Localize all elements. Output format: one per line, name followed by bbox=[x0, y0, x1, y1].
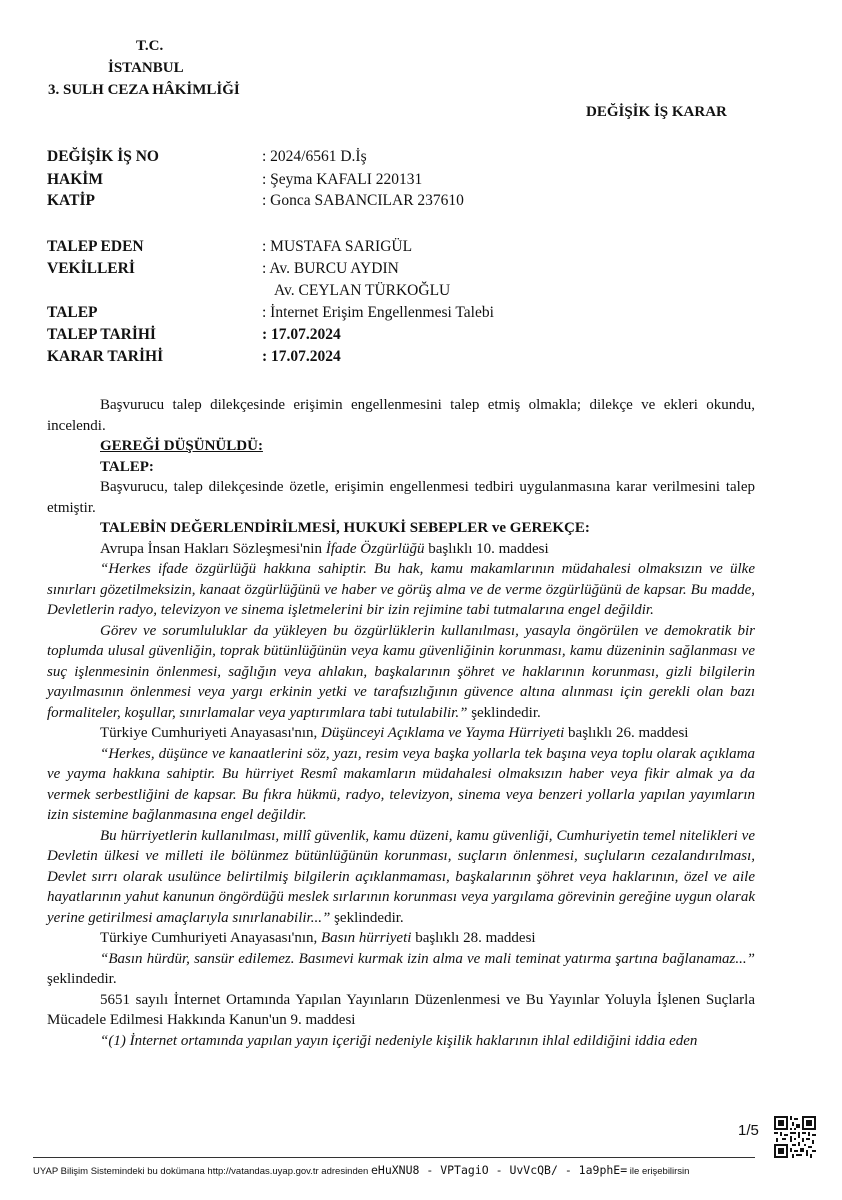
quote-paragraph: “Herkes ifade özgürlüğü hakkına sahiptir. Bu hak, kamu makamlarının müdahalesi olmaksızın ve ülke sınırları gözetilmeksizin, kanaat özgürlüğünü ve haber ve görüş alma ve de verme özgürlüğünü de kapsar. Bu madde, Devletlerin radyo, televizyon ve sinema işletmelerini bir izin rejimine tabi tutmalarına engel değildir. bbox=[47, 561, 755, 618]
meta-key: TALEP EDEN bbox=[47, 238, 144, 255]
meta-value: Av. CEYLAN TÜRKOĞLU bbox=[274, 282, 451, 299]
meta-value: : Gonca SABANCILAR 237610 bbox=[262, 192, 464, 209]
intro-text: başlıklı 10. maddesi bbox=[424, 540, 549, 557]
document-type-title: DEĞİŞİK İŞ KARAR bbox=[586, 104, 727, 120]
quote-paragraph: “Herkes, düşünce ve kanaatlerini söz, yazı, resim veya başka yollarla tek başına veya toplu olarak açıklama ve yayma hakkına sahiptir. Bu hürriyet Resmî makamların müdahalesi olmaksızın haber veya fikir almak ya da vermek serbestliğini de kapsar. Bu fıkra hükmü, radyo, televizyon, sinema veya benzeri yollarla yapılan yayımların izin sistemine bağlanmasına engel değildir. bbox=[47, 745, 755, 823]
meta-value: : MUSTAFA SARIGÜL bbox=[262, 238, 413, 255]
paragraph: Başvurucu talep dilekçesinde erişimin engellenmesini talep etmiş olmakla; dilekçe ve ekleri okundu, incelendi. bbox=[47, 397, 755, 434]
article-intro bbox=[47, 928, 755, 949]
meta-value: : 2024/6561 D.İş bbox=[262, 148, 367, 165]
intro-title: Düşünceyi Açıklama ve Yayma Hürriyeti bbox=[321, 725, 565, 741]
quote-paragraph bbox=[47, 949, 755, 990]
meta-key: TALEP bbox=[47, 304, 98, 321]
footer-verification bbox=[33, 1163, 689, 1177]
footer-divider bbox=[33, 1157, 755, 1158]
intro-title: İfade Özgürlüğü bbox=[325, 540, 425, 557]
quote-paragraph bbox=[47, 621, 755, 724]
meta-value: : 17.07.2024 bbox=[262, 326, 341, 343]
heading-geregi: GEREĞİ DÜŞÜNÜLDÜ: bbox=[100, 438, 263, 454]
header-tc: T.C. bbox=[136, 38, 164, 54]
meta-key: TALEP TARİHİ bbox=[47, 326, 156, 343]
quote-text: Bu hürriyetlerin kullanılması, millî güvenlik, kamu düzeni, kamu güvenliği, Cumhuriyetin temel nitelikleri ve Devletin ülkesi ve milleti ile bölünmez bütünlüğünün korunması, suçların önlenmesi, suçluların cezalandırılması, Devlet sırrı olarak usulünce belirtilmiş bilgilerin açıklanmaması, başkalarının şöhret veya haklarının, özel ve aile hayatlarının yahut kanunun öngördüğü meslek sırlarının korunması veya yargılama görevinin gereğine uygun olarak yerine getirilmesi amaçlarıyla sınırlanabilir...” bbox=[47, 827, 755, 926]
intro-text: başlıklı 28. maddesi bbox=[411, 930, 536, 946]
intro-text: Türkiye Cumhuriyeti Anayasası'nın, bbox=[100, 930, 322, 946]
footer-text: UYAP Bilişim Sistemindeki bu dokümana http://vatandas.uyap.gov.tr adresinden bbox=[33, 1166, 371, 1177]
quote-text: Görev ve sorumluluklar da yükleyen bu özgürlüklerin kullanılması, yasayla öngörülen ve demokratik bir toplumda ulusal güvenliğin, toprak bütünlüğünün veya kamu güvenliğinin korunması, kamu düzeninin sağlanması ve suç işlenmesinin önlenmesi, sağlığın veya ahlakın, başkalarının şöhret ve haklarının korunması, gizli bilgilerin yayılmasının önlenmesi veya yargı erkinin yetki ve tarafsızlığının güvence altına alınması için gerekli olan bazı formaliteler, koşullar, sınırlamalar veya yaptırımlara tabi tutulabilir.” bbox=[47, 622, 755, 721]
quote-paragraph: “(1) İnternet ortamında yapılan yayın içeriği nedeniyle kişilik haklarının ihlal edildiğini iddia eden bbox=[100, 1032, 698, 1049]
meta-value: : Şeyma KAFALI 220131 bbox=[262, 171, 423, 188]
intro-text: Avrupa İnsan Hakları Sözleşmesi'nin bbox=[100, 540, 326, 557]
verification-code: eHuXNU8 - VPTagiO - UvVcQB/ - 1a9phE= bbox=[370, 1163, 628, 1177]
meta-value: : 17.07.2024 bbox=[262, 348, 341, 365]
meta-key: DEĞİŞİK İŞ NO bbox=[47, 148, 159, 165]
article-intro: 5651 sayılı İnternet Ortamında Yapılan Yayınların Düzenlenmesi ve Bu Yayınlar Yoluyla İşlenen Suçlarla Mücadele Edilmesi Hakkında Kanun'un 9. maddesi bbox=[47, 991, 755, 1028]
meta-key: VEKİLLERİ bbox=[47, 260, 135, 277]
intro-text: Türkiye Cumhuriyeti Anayasası'nın, bbox=[100, 725, 322, 741]
quote-tail: şeklindedir. bbox=[467, 704, 541, 721]
quote-tail: şeklindedir. bbox=[330, 909, 404, 926]
intro-title: Basın hürriyeti bbox=[321, 930, 412, 946]
meta-key: KARAR TARİHİ bbox=[47, 348, 164, 365]
heading-evaluation: TALEBİN DEĞERLENDİRİLMESİ, HUKUKİ SEBEPLER ve GEREKÇE: bbox=[100, 520, 590, 536]
article-intro bbox=[47, 539, 755, 560]
qr-code-icon bbox=[774, 1116, 816, 1158]
heading-talep: TALEP: bbox=[100, 458, 154, 475]
footer-text: ile erişebilirsin bbox=[627, 1166, 690, 1177]
article-intro bbox=[47, 723, 755, 744]
quote-tail: şeklindedir. bbox=[47, 971, 117, 987]
quote-text: “Basın hürdür, sansür edilemez. Basımevi kurmak izin alma ve mali teminat yatırma şartına bağlanamaz...” bbox=[100, 950, 755, 967]
meta-value: : İnternet Erişim Engellenmesi Talebi bbox=[262, 304, 494, 321]
meta-value: : Av. BURCU AYDIN bbox=[262, 260, 399, 277]
header-city: İSTANBUL bbox=[108, 60, 184, 76]
quote-paragraph bbox=[47, 826, 755, 929]
paragraph: Başvurucu, talep dilekçesinde özetle, erişimin engellenmesi tedbiri uygulanmasına karar verilmesini talep etmiştir. bbox=[47, 479, 755, 516]
header-court: 3. SULH CEZA HÂKİMLİĞİ bbox=[48, 82, 240, 98]
page-number: 1/5 bbox=[738, 1122, 759, 1139]
meta-key: HAKİM bbox=[47, 171, 103, 188]
intro-text: başlıklı 26. maddesi bbox=[564, 725, 689, 741]
decision-body bbox=[47, 395, 755, 1051]
meta-key: KATİP bbox=[47, 192, 95, 209]
